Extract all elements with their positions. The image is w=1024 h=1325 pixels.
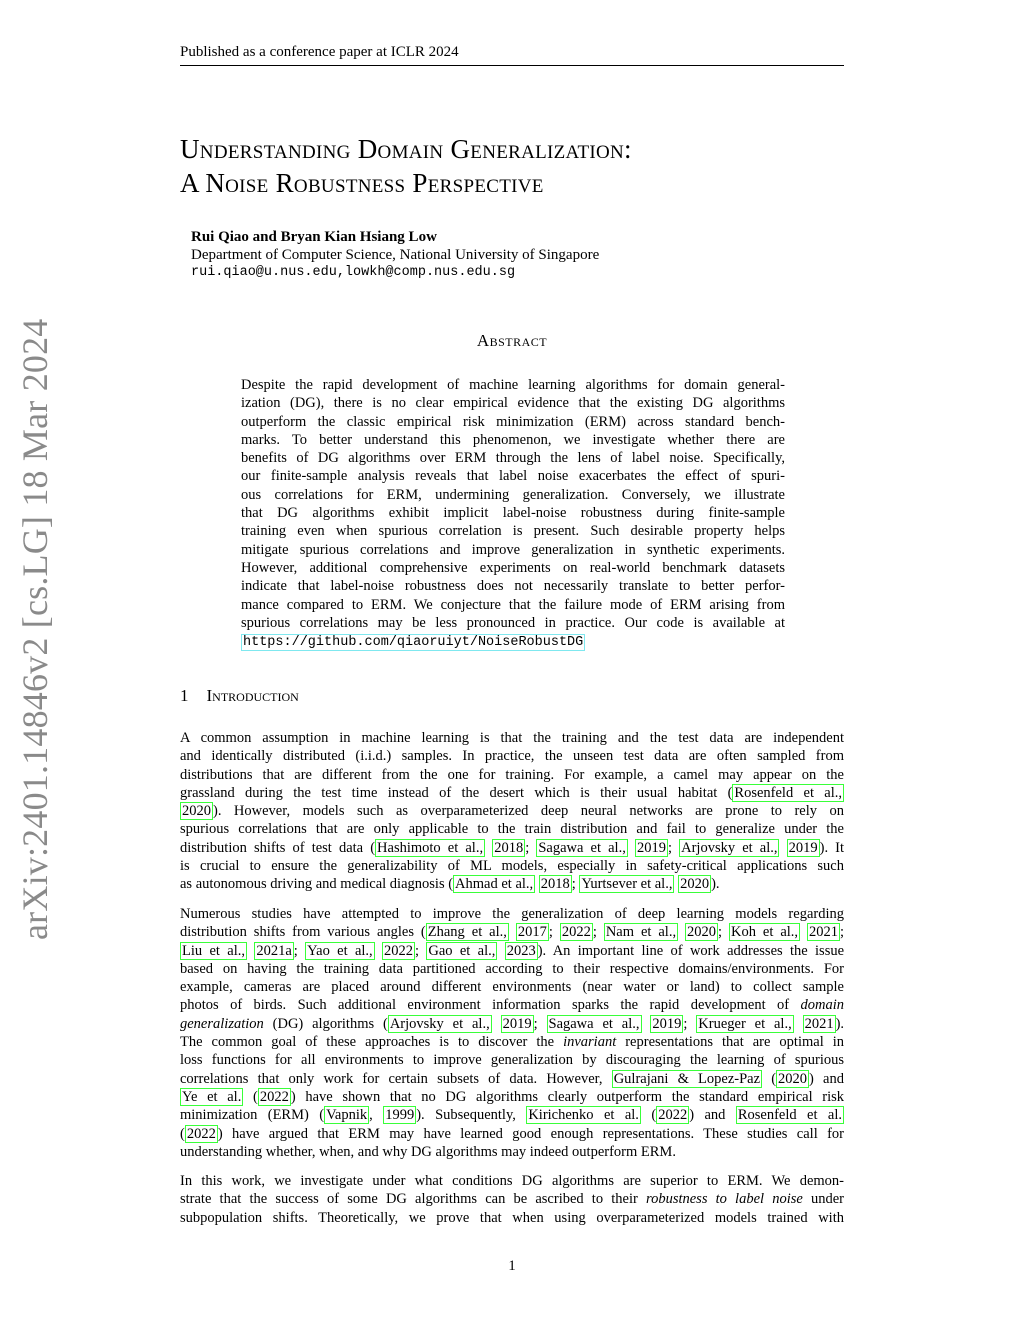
text-line: Ye et al. ( 2022 ) have shown that no DG algorithms clearly outperform the standard empirical risk (182, 1088, 844, 1105)
text-line: spurious correlations that are only applicable to the train distribution and fail to generalize under the (180, 821, 844, 838)
code-url-link[interactable]: https://github.com/qiaoruiyt/NoiseRobustDG (243, 635, 584, 651)
abstract-line: indicate that label-noise robustness does not necessarily translate to better perfor- (241, 578, 785, 595)
author-names: Rui Qiao and Bryan Kian Hsiang Low (191, 229, 437, 245)
text-line: minimization (ERM) ( Vapnik , 1999 ). Subsequently, Kirichenko et al. ( 2022 ) and Rosenfeld et al. (180, 1107, 842, 1124)
citation-link[interactable]: 2022 (561, 924, 591, 941)
paper-title (180, 132, 860, 200)
abstract-line (241, 632, 785, 651)
citation-link[interactable]: Gao et al., (428, 942, 496, 959)
text-line: A common assumption in machine learning is that the training and the test data are independent (180, 730, 844, 746)
abstract-line: ous correlations for ERM, undermining generalization. Conversely, we illustrate (241, 486, 785, 503)
citation-link[interactable]: 2018 (494, 839, 524, 856)
text-line: example, cameras are placed around different environments (near water or land) to collect sample (180, 979, 844, 996)
abstract-line: benefits of DG algorithms over ERM through the lens of label noise. Specifically, (241, 450, 785, 467)
author-block (191, 228, 599, 282)
citation-link[interactable]: 2022 (658, 1107, 688, 1124)
citation-link[interactable]: Arjovsky et al., (681, 839, 778, 856)
citation-link[interactable]: Gulrajani & Lopez-Paz (613, 1070, 761, 1087)
text-line: and identically distributed (i.i.d.) samples. In practice, the unseen test data are often sampled from (180, 748, 844, 765)
intro-paragraph-3 (180, 1172, 844, 1227)
citation-link[interactable]: Arjovsky et al., (389, 1015, 490, 1032)
text-line: The common goal of these approaches is to discover the invariant representations that are optimal in (180, 1034, 844, 1051)
citation-link[interactable]: Rosenfeld et al. (737, 1107, 842, 1124)
abstract-line: marks. To better understand this phenomenon, we investigate whether there are (241, 431, 785, 448)
citation-link[interactable]: Sagawa et al., (538, 839, 626, 856)
citation-link[interactable]: Yao et al., (307, 942, 373, 959)
abstract-line: Despite the rapid development of machine learning algorithms for domain general- (241, 377, 785, 393)
page-number: 1 (508, 1258, 516, 1274)
section-title: Introduction (206, 686, 299, 705)
text-line: Liu et al., 2021a ; Yao et al., 2022 ; Gao et al., 2023 ). An important line of work addresses the issue (182, 942, 845, 959)
abstract-body (241, 376, 785, 651)
text-line: distribution shifts of test data ( Hashimoto et al., 2018 ; Sagawa et al., 2019 ; Arjovsky et al., 2019 ). It (180, 839, 845, 856)
abstract-line: our finite-sample analysis reveals that label noise exacerbates the effect of spuri- (241, 468, 785, 485)
abstract-line: that DG algorithms exhibit implicit label-noise robustness during finite-sample (241, 505, 785, 522)
section-number: 1 (180, 686, 189, 705)
citation-link[interactable]: 2017 (517, 924, 547, 941)
citation-link[interactable]: 2020 (182, 803, 211, 820)
citation-link[interactable]: 2022 (384, 942, 414, 959)
citation-link[interactable]: 2023 (506, 942, 536, 959)
text-line: In this work, we investigate under what conditions DG algorithms are superior to ERM. We demon- (180, 1173, 844, 1189)
title-line-2: A Noise Robustness Perspective (180, 168, 544, 198)
text-line: distributions that are different from the one for training. For example, a camel may appear on the (180, 766, 844, 783)
citation-link[interactable]: Sagawa et al., (548, 1015, 640, 1032)
text-line: strate that the success of some DG algorithms can be ascribed to their robustness to label noise under (180, 1191, 844, 1208)
citation-link[interactable]: Nam et al., (605, 924, 677, 941)
citation-link[interactable]: Liu et al., (182, 942, 245, 959)
citation-link[interactable]: Hashimoto et al., (377, 839, 484, 856)
citation-link[interactable]: Krueger et al., (698, 1015, 792, 1032)
text-line: correlations that only work for certain subsets of data. However, Gulrajani & Lopez-Paz ( 2020 ) and (180, 1070, 844, 1087)
citation-link[interactable]: 1999 (385, 1107, 415, 1124)
text-line: ( 2022 ) have argued that ERM may have learned good enough representations. These studies call for (180, 1125, 844, 1142)
citation-link[interactable]: Ahmad et al., (455, 876, 534, 893)
text-line: understanding whether, when, and why DG algorithms may indeed outperform ERM. (180, 1143, 676, 1160)
citation-link[interactable]: Ye et al. (182, 1088, 242, 1105)
title-line-1: Understanding Domain Generalization: (180, 134, 632, 164)
section-heading-introduction (180, 686, 299, 706)
text-line: loss functions for all environments to improve generalization by discouraging the learning of spurious (180, 1052, 844, 1069)
abstract-line: mance compared to ERM. We conjecture that the failure mode of ERM arising from (241, 596, 785, 613)
abstract-line: spurious correlations may be less pronounced in practice. Our code is available at (241, 614, 785, 631)
author-emails[interactable]: rui.qiao@u.nus.edu,lowkh@comp.nus.edu.sg (191, 265, 516, 280)
citation-link[interactable]: 2021 (804, 1015, 834, 1032)
abstract-line: training even when spurious correlation is present. Such desirable property helps (241, 523, 785, 540)
citation-link[interactable]: Rosenfeld et al., (734, 784, 842, 801)
citation-link[interactable]: 2021a (256, 942, 292, 959)
citation-link[interactable]: 2020 (687, 924, 717, 941)
author-affiliation: Department of Computer Science, National University of Singapore (191, 247, 600, 263)
intro-paragraph-2 (180, 905, 844, 1161)
abstract-line: However, additional comprehensive experiments on real-world benchmark datasets (241, 559, 785, 576)
text-line: based on having the training data partitioned according to their respective domains/environments. For (180, 960, 844, 977)
citation-link[interactable]: 2019 (652, 1015, 682, 1032)
text-line: as autonomous driving and medical diagnosis ( Ahmad et al., 2018 ; Yurtsever et al., 2020 ). (180, 876, 720, 893)
abstract-line: ization (DG), there is no clear empirical evidence that the existing DG algorithms (241, 395, 785, 412)
citation-link[interactable]: Zhang et al., (427, 924, 507, 941)
citation-link[interactable]: 2020 (778, 1070, 808, 1087)
citation-link[interactable]: Yurtsever et al., (581, 876, 673, 893)
text-line: photos of birds. Such additional environment information sparks the rapid development of domain (180, 997, 844, 1014)
citation-link[interactable]: Vapnik (326, 1107, 368, 1124)
abstract-heading: Abstract (476, 331, 548, 350)
arxiv-identifier: arXiv:2401.14846v2 [cs.LG] 18 Mar 2024 (15, 318, 55, 940)
text-line: subpopulation shifts. Theoretically, we prove that when using overparameterized models trained with (180, 1209, 844, 1226)
citation-link[interactable]: 2019 (502, 1015, 532, 1032)
running-header: Published as a conference paper at ICLR 2024 (180, 44, 844, 66)
citation-link[interactable]: 2018 (540, 876, 570, 893)
text-line: is crucial to ensure the generalizability of ML models, especially in safety-critical applications such (180, 858, 844, 875)
intro-paragraph-1 (180, 729, 844, 894)
abstract-line: mitigate spurious correlations and improve generalization in synthetic experiments. (241, 541, 785, 558)
citation-link[interactable]: 2019 (788, 839, 818, 856)
text-line: grassland during the test time instead of the desert which is their usual habitat ( Rosenfeld et al., (180, 784, 842, 801)
abstract-line: outperform the classic empirical risk minimization (ERM) across standard bench- (241, 413, 785, 430)
citation-link[interactable]: Koh et al., (731, 924, 799, 941)
text-line: 2020 ). However, models such as overparameterized deep neural networks are prone to rely on (182, 803, 844, 820)
citation-link[interactable]: 2022 (186, 1125, 216, 1142)
citation-link[interactable]: 2019 (636, 839, 666, 856)
citation-link[interactable]: 2021 (809, 924, 839, 941)
citation-link[interactable]: 2020 (680, 876, 710, 893)
citation-link[interactable]: 2022 (259, 1088, 289, 1105)
citation-link[interactable]: Kirichenko et al. (528, 1107, 639, 1124)
text-line: distribution shifts from various angles ( Zhang et al., 2017 ; 2022 ; Nam et al., 2020 ; Koh et al., 2021 ; (180, 924, 845, 941)
text-line: generalization (DG) algorithms ( Arjovsky et al., 2019 ; Sagawa et al., 2019 ; Krueger et al., 2021 ). (180, 1015, 845, 1032)
text-line: Numerous studies have attempted to improve the generalization of deep learning models regarding (180, 906, 844, 922)
